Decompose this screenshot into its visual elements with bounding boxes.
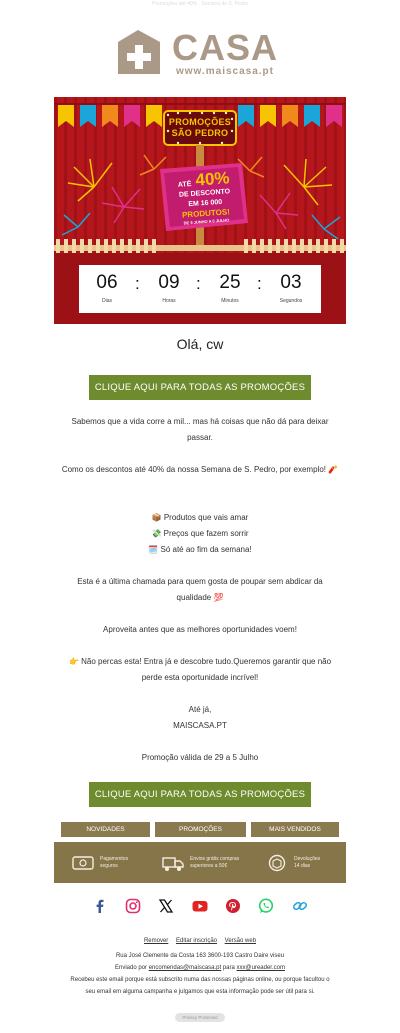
countdown-separator: :	[196, 274, 201, 293]
promo-validity: Promoção válida de 29 a 5 Julho	[141, 753, 259, 762]
feature-secure-payments	[72, 854, 152, 874]
feature-label: superiores a 50€	[190, 863, 228, 869]
logo-wordmark: CASA	[172, 27, 279, 68]
banner-percent: 40%	[194, 168, 231, 190]
footer-notice: Recebeu este email porque está subscrito numa das nossas páginas online, ou porque facultou o seu email em alguma campanha e julgamos que esta informação pode ser útil para si.	[70, 977, 330, 995]
youtube-icon[interactable]	[191, 897, 209, 915]
countdown-hours-value: 09	[158, 272, 180, 293]
sender-email-link[interactable]: encomendas@maiscasa.pt	[148, 965, 222, 971]
paragraph-hurry: Aproveita antes que as melhores oportunidades voem!	[103, 625, 297, 634]
paragraph-dont-miss: 👉 Não percas esta! Entra já e descobre tudo.Queremos garantir que não perde esta oportunidade incrível!	[68, 657, 332, 682]
countdown-separator: :	[135, 274, 140, 293]
feature-label: Pagamentos	[100, 856, 129, 862]
x-icon[interactable]	[157, 897, 175, 915]
paragraph-intro: Sabemos que a vida corre a mil... mas há coisas que não dá para deixar passar.	[71, 417, 329, 442]
countdown-seconds-value: 03	[280, 272, 302, 293]
banner-sign-line1: PROMOÇÕES	[168, 117, 232, 127]
footer-links	[0, 938, 400, 944]
banner-produtos-label: PRODUTOS!	[181, 207, 231, 220]
countdown-days-label: Dias	[101, 298, 112, 304]
house-plus-logo-icon	[114, 28, 164, 78]
paragraph-discounts: Como os descontos até 40% da nossa Semana de S. Pedro, por exemplo! 🧨	[61, 465, 339, 474]
countdown-timer	[79, 265, 321, 313]
feature-returns	[266, 854, 336, 874]
footer-sender-line	[70, 962, 330, 974]
nav-mais-vendidos-button[interactable]: MAIS VENDIDOS	[251, 822, 339, 837]
countdown-hours	[147, 271, 191, 304]
greeting-heading: Olá, cw	[176, 336, 224, 352]
maiscasa-logo[interactable]	[114, 28, 286, 78]
countdown-seconds	[269, 271, 313, 304]
banner-desconto-label: DE DESCONTO	[178, 188, 231, 199]
social-links	[0, 897, 400, 915]
signoff-line: Até já,	[188, 705, 212, 714]
countdown-days-value: 06	[96, 272, 118, 293]
category-nav	[54, 822, 346, 837]
facebook-icon[interactable]	[91, 897, 109, 915]
whatsapp-icon[interactable]	[257, 897, 275, 915]
store-features-bar	[54, 842, 346, 883]
nav-novidades-button[interactable]: NOVIDADES	[61, 822, 150, 837]
list-item: 📦 Produtos que vais amar	[151, 513, 249, 522]
edit-subscription-link[interactable]: Editar inscrição	[175, 938, 217, 944]
to-label: para	[222, 965, 235, 971]
web-version-link[interactable]: Versão web	[224, 938, 257, 944]
return-box-icon	[266, 854, 288, 872]
all-promotions-button-bottom[interactable]: CLIQUE AQUI PARA TODAS AS PROMOÇÕES	[89, 782, 311, 807]
banner-produtos-count: EM 16 000	[188, 198, 223, 209]
recipient-email-link[interactable]: xxx@ureader.com	[236, 965, 285, 971]
countdown-minutes-label: Minutos	[221, 298, 239, 304]
pinterest-icon[interactable]	[224, 897, 242, 915]
nav-promocoes-button[interactable]: PROMOÇÕES	[155, 822, 246, 837]
feature-free-shipping	[162, 854, 258, 874]
list-item: 💸 Preços que fazem sorrir	[151, 529, 249, 538]
countdown-minutes	[208, 271, 252, 304]
preheader-text: Promoções até 40% · Semana de S. Pedro	[152, 1, 248, 7]
money-icon	[72, 854, 94, 872]
feature-label: 14 dias	[294, 863, 311, 869]
countdown-separator: :	[257, 274, 262, 293]
feature-label: seguros	[100, 863, 118, 869]
footer-address: Rua José Clemente da Costa 163 3600-193 Castro Daire viseu	[115, 953, 285, 959]
feature-label: Envios grátis compras	[190, 856, 240, 862]
paragraph-last-call: Esta é a última chamada para quem gosta de poupar sem abdicar da qualidade 💯	[77, 577, 323, 602]
delivery-truck-icon	[162, 854, 184, 872]
signoff-brand: MAISCASA.PT	[173, 721, 227, 730]
countdown-minutes-value: 25	[219, 272, 241, 293]
all-promotions-button-top[interactable]: CLIQUE AQUI PARA TODAS AS PROMOÇÕES	[89, 375, 311, 400]
feature-label: Devoluções	[294, 856, 321, 862]
banner-ate-label: ATÉ	[177, 180, 192, 189]
banner-dates: DE 9 JUNHO A 5 JULHO	[183, 217, 230, 226]
privacy-protected-badge: Privacy Protected	[175, 1013, 225, 1022]
link-icon[interactable]	[291, 897, 309, 915]
countdown-hours-label: Horas	[162, 298, 176, 304]
countdown-days	[85, 271, 129, 304]
sent-by-label: Enviado por	[115, 965, 148, 971]
logo-url: www.maiscasa.pt	[176, 66, 274, 77]
list-item: 🗓️ Só até ao fim da semana!	[148, 545, 252, 554]
unsubscribe-link[interactable]: Remover	[143, 938, 169, 944]
banner-sign-line2: SÃO PEDRO	[171, 128, 229, 138]
instagram-icon[interactable]	[124, 897, 142, 915]
countdown-seconds-label: Segundos	[279, 298, 303, 304]
